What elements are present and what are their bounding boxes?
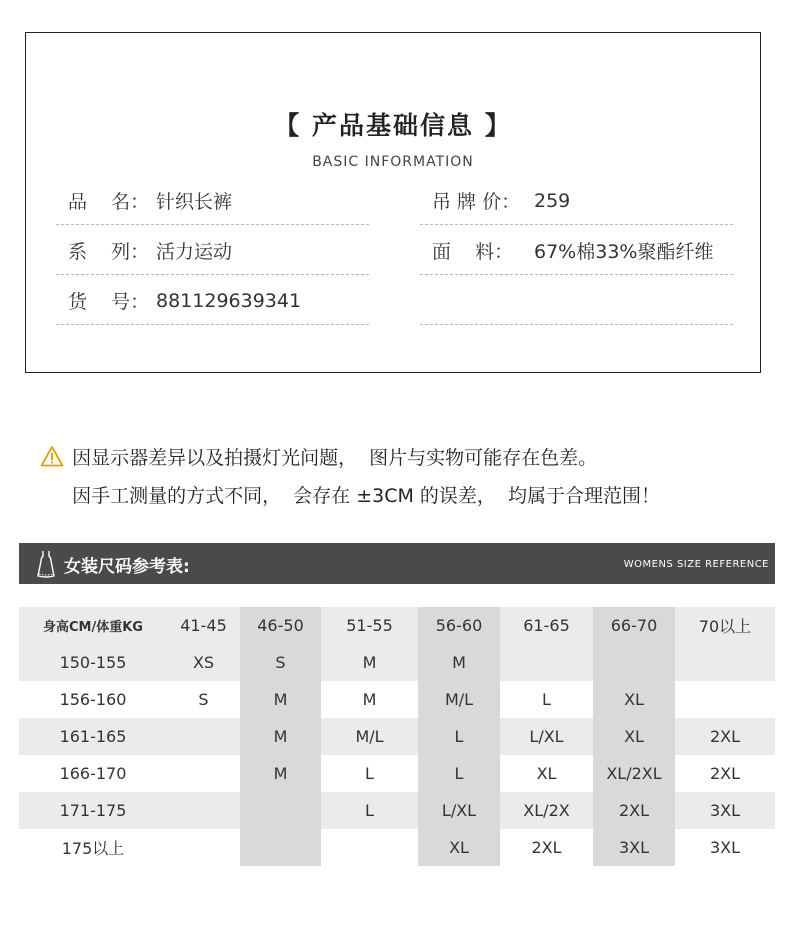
table-row — [19, 755, 775, 792]
size-cell — [240, 792, 321, 829]
size-cell: M/L — [418, 681, 500, 718]
size-cell: XL — [593, 718, 675, 755]
size-cell — [593, 644, 675, 681]
size-cell: M — [418, 644, 500, 681]
size-cell — [167, 755, 240, 792]
size-chart-header — [19, 543, 775, 584]
row-height-label: 166-170 — [19, 755, 167, 792]
size-cell: M/L — [321, 718, 418, 755]
table-row — [19, 644, 775, 681]
size-cell: L — [418, 755, 500, 792]
table-header-corner: 身高CM/体重KG — [19, 607, 167, 644]
table-header-cell: 61-65 — [500, 607, 593, 644]
field-value: 针织长裤 — [156, 191, 233, 213]
row-height-label: 156-160 — [19, 681, 167, 718]
size-cell — [240, 829, 321, 866]
table-row — [19, 792, 775, 829]
size-cell: XL/2X — [500, 792, 593, 829]
field-item-number — [56, 277, 369, 325]
table-row — [19, 829, 775, 866]
size-cell: 2XL — [593, 792, 675, 829]
size-cell: 2XL — [675, 718, 775, 755]
field-tag-price — [420, 177, 733, 225]
size-cell — [167, 718, 240, 755]
field-label: 品 名： — [68, 191, 150, 213]
size-cell: L — [321, 792, 418, 829]
row-height-label: 150-155 — [19, 644, 167, 681]
size-cell: 3XL — [675, 829, 775, 866]
table-header-cell: 41-45 — [167, 607, 240, 644]
size-cell: 2XL — [675, 755, 775, 792]
table-header-cell: 66-70 — [593, 607, 675, 644]
row-height-label: 171-175 — [19, 792, 167, 829]
field-fabric — [420, 227, 733, 275]
field-label: 货 号： — [68, 291, 150, 313]
size-cell: XL — [418, 829, 500, 866]
size-cell — [321, 829, 418, 866]
table-header-cell: 46-50 — [240, 607, 321, 644]
size-cell: L — [500, 681, 593, 718]
field-label: 吊 牌 价： — [432, 191, 521, 213]
field-value: 881129639341 — [156, 289, 302, 312]
size-cell — [167, 792, 240, 829]
size-chart-title: 女装尺码参考表: — [64, 557, 190, 577]
field-value: 259 — [534, 189, 571, 212]
size-cell: S — [240, 644, 321, 681]
size-cell: M — [240, 718, 321, 755]
size-cell: L — [321, 755, 418, 792]
row-height-label: 175以上 — [19, 829, 167, 866]
table-header-row — [19, 607, 775, 644]
size-cell: 3XL — [593, 829, 675, 866]
size-table — [19, 607, 775, 866]
table-row — [19, 681, 775, 718]
size-cell — [500, 644, 593, 681]
size-chart-subtitle: WOMENS SIZE REFERENCE — [623, 559, 769, 570]
size-cell: XL/2XL — [593, 755, 675, 792]
size-cell: L — [418, 718, 500, 755]
size-cell: 3XL — [675, 792, 775, 829]
table-row — [19, 718, 775, 755]
field-label: 系 列： — [68, 241, 150, 263]
size-cell: XL — [500, 755, 593, 792]
table-header-cell: 51-55 — [321, 607, 418, 644]
dress-icon — [36, 550, 56, 578]
size-cell: XS — [167, 644, 240, 681]
size-cell: M — [321, 681, 418, 718]
field-value: 活力运动 — [156, 241, 233, 263]
size-cell: M — [321, 644, 418, 681]
size-cell: M — [240, 755, 321, 792]
field-value: 67%棉33%聚酯纤维 — [534, 241, 714, 263]
info-subtitle: BASIC INFORMATION — [312, 154, 474, 170]
notice-text-2: 因手工测量的方式不同， 会存在 ±3CM 的误差， 均属于合理范围！ — [72, 485, 661, 507]
notice-line-2 — [60, 459, 660, 508]
size-cell: L/XL — [418, 792, 500, 829]
size-cell — [167, 829, 240, 866]
size-cell: XL — [593, 681, 675, 718]
size-cell — [675, 644, 775, 681]
table-header-cell: 70以上 — [675, 607, 775, 644]
field-empty — [420, 277, 733, 325]
field-product-name — [56, 177, 369, 225]
size-cell: S — [167, 681, 240, 718]
table-header-cell: 56-60 — [418, 607, 500, 644]
size-table-body — [19, 607, 775, 866]
field-label: 面 料： — [432, 241, 514, 263]
size-cell — [675, 681, 775, 718]
notice-text-1: 因显示器差异以及拍摄灯光问题， 图片与实物可能存在色差。 — [72, 447, 598, 469]
row-height-label: 161-165 — [19, 718, 167, 755]
size-cell: L/XL — [500, 718, 593, 755]
size-cell: M — [240, 681, 321, 718]
size-cell: 2XL — [500, 829, 593, 866]
info-title: 【 产品基础信息 】 — [274, 111, 512, 140]
field-series — [56, 227, 369, 275]
